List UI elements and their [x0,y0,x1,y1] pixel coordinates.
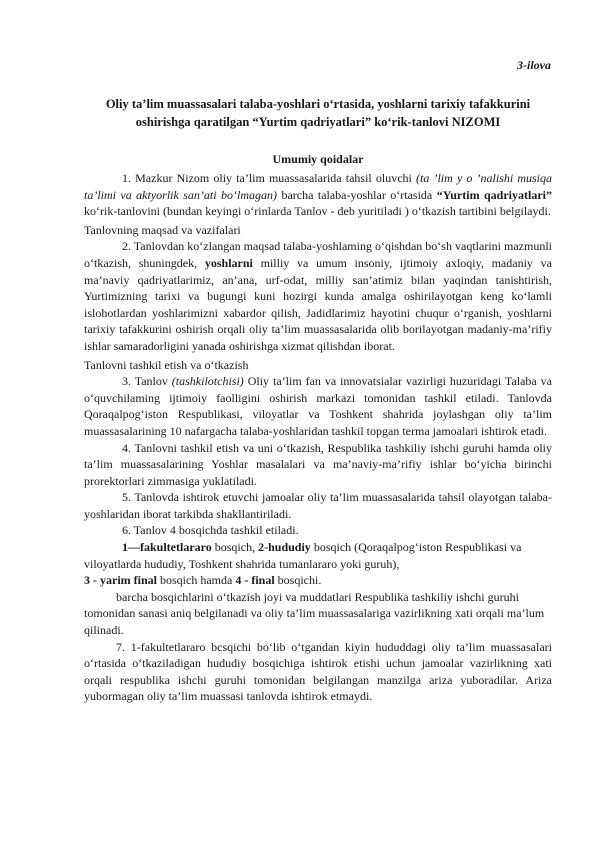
paragraph-1-italic: (ta ’lim y o ’nalishi musiqa ta’limi va aktyorlik san’ati bo‘lmagan) [84,171,553,202]
paragraph-5: 5. Tanlovda ishtirok etuvchi jamoalar oliy ta’lim muassasalarida tahsil olayotgan talaba-yoshlaridan iborat tarkibda shakllantiriladi. [84,490,552,521]
paragraph-2-part-c: milliy va umum insoniy, ijtimoiy axloqiy, madaniy va ma’naviy qadriyatlarimiz, an’ana, urf-odat, milliy san’atimiz bilan yaqindan tanishtirish, Yurtimizning tarixi va bugungi kuni hozirgi kunda amalga oshirilayotgan keng ko‘lamli islohotlardan yoshlarimizni xabardor qilish, Jadidlarimiz hayotini chuqur o‘rganish, yoshlarni tarixiy tafakkurini oshirish orqali oliy ta’lim muassasalarida olib borilayotgan madaniy-ma’rifiy ishlar samaradorligini yanada oshirishga xizmat qilishdan iborat. [84,255,552,353]
stage-2-bold: 2-hududiy [258,540,311,555]
stage-1-bold: 1—fakultetlararo [122,540,212,555]
paragraph-4: 4. Tanlovni tashkil etish va uni o‘tkazish, Respublika tashkiliy ishchi guruhi hamda oliy ta’lim muassasalarining Yoshlar masalalari va ma’naviy-ma’rifiy ishlar bo‘yicha birinchi prorektorlari zimmasiga yuklatiladi. [84,440,552,488]
stage-3-text: bosqich hamda [157,573,236,588]
paragraph-2-bold: yoshlarni [204,255,253,270]
heading-goals: Tanlovning maqsad va vazifalari [84,222,241,237]
document-body [84,170,552,705]
stage-4-text: bosqichi. [274,573,322,588]
annex-label: 3-ilova [517,58,551,72]
paragraph-3 [84,373,552,439]
paragraph-3-part-c: Oliy ta’lim fan va innovatsialar vazirligi huzuridagi Talaba va o‘quvchilaming ijtimoiy faolligini oshirish markazi tomonidan tashkil etiladi. Tanlovda Qoraqalpog‘iston Respublikasi, viloyatlar va Toshkent shahrida joylashgan oliy ta’lim muassasalarining 10 nafargacha talaba-yoshlaridan tashkil topgan terma jamoalari ishtirok etadi. [84,374,552,438]
contest-name-bold: “Yurtim qadriyatlari” [436,187,553,202]
paragraph-stages-note: barcha bosqichlarini o‘tkazish joyi va muddatlari Respublika tashkiliy ishchi guruhi tomonidan sanasi aniq belgilanadi va oliy ta’lim muassasalariga vazirlikning xati orqali ma’lum qilinadi. [84,589,545,638]
paragraph-1-part-e: ko‘rik-tanlovini (bundan keyingi o‘rinlarda Tanlov - deb yuritiladi ) o‘tkazish tartibini belgilaydi. [84,204,551,219]
paragraph-3-part-a: 3. Tanlov [122,374,172,389]
paragraph-2 [84,238,552,354]
paragraph-2-part-a: 2. Tanlovdan ko‘zlangan maqsad talaba-yoshlaming o‘qishdan bo‘sh vaqtlarini mazmunli o‘tkazish, shuningdek, [84,239,552,270]
stage-4-bold: 4 - final [235,573,275,588]
paragraph-1-part-a: 1. Mazkur Nizom oliy ta’lim muassasalarida tahsil oluvchi [122,171,417,185]
paragraph-stages [84,539,552,589]
document-title: Oliy ta’lim muassasalari talaba-yoshlari o‘rtasida, yoshlarni tarixiy tafakkurini oshirishga qaratilgan “Yurtim qadriyatlari” ko‘rik-tanlovi NIZOMI [105,97,531,129]
stage-2-text: bosqich (Qoraqalpog‘iston Respublikasi va viloyatlarda hududiy, Toshkent shahrida tumanlararo yoki guruh), [84,540,522,571]
paragraph-1-part-c: barcha talaba-yoshlar o‘rtasida [277,187,437,202]
paragraph-3-italic: (tashkilotchisi) [171,374,244,389]
paragraph-1 [84,170,552,220]
paragraph-7: 7. 1-fakultetlararo bcsqichi bo‘lib o‘tgandan kiyin hududdagi oliy ta’lim muassasalari o‘rtasida o‘tkaziladigan hududiy bosqichiga ishtirok etishi uchun jamoalar vazirlikning xati orqali respublika ishchi guruhi tomonidan belgilangan manzilga ariza yuboradilar. Ariza yubormagan oliy ta’lim muassasi tanlovda ishtirok etmaydi. [84,639,552,704]
stage-1-text: bosqich, [211,540,259,555]
section-heading-general: Umumiy qoidalar [272,152,364,166]
stage-3-bold: 3 - yarim final [84,573,157,588]
paragraph-6: 6. Tanlov 4 bosqichda tashkil etiladi. [122,523,299,538]
heading-organization: Tanlovni tashkil etish va o‘tkazish [84,357,249,372]
